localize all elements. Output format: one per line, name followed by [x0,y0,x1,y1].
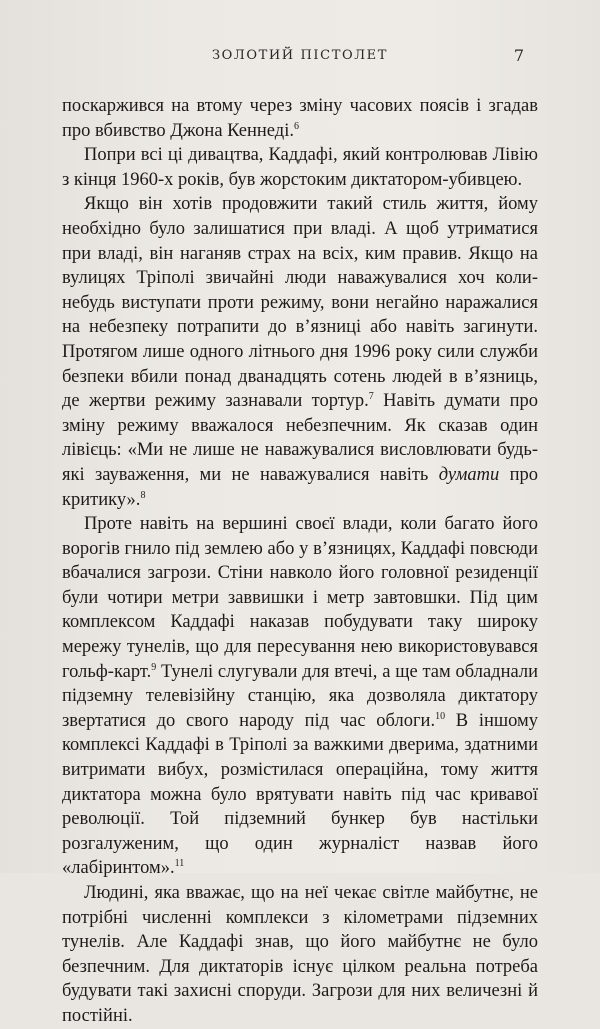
paragraph [62,94,538,143]
paragraph-text: поскаржився на втому через зміну часових поясів і згадав про вбивство Джона Кеннеді. [62,96,538,141]
footnote-ref: 8 [140,489,146,501]
running-title: ЗОЛОТИЙ ПІСТОЛЕТ [211,48,389,63]
paragraph-text: В іншому комплексі Каддафі в Тріполі за важкими дверима, здатними витримати вибух, розмістилася операційна, тому життя диктатора можна було врятувати навіть під час кривавої революції. Той підземний бункер був настільки розгалуженим, що один журналіст назвав його «лабіринтом». [62,710,539,879]
footnote-ref: 9 [151,661,157,673]
paragraph [62,143,538,192]
paragraph [62,192,538,512]
paragraph-text: Якщо він хотів продовжити такий стиль життя, йому необхідно було залишатися при владі. А щоб утриматися при владі, він наганяв страх на всіх, ким правив. Якщо на вулицях Тріполі звичайні люди наважувалися хоч коли-небудь виступати проти режиму, вони негайно наражалися на небезпеку потрапити до в’язниці або навіть загинути. Протягом лише одного літнього дня 1996 року сили служби безпеки вбили понад дванадцять сотень людей в в’язниць, де жертви режиму зазнавали тортур. [62,194,538,412]
paragraph [62,512,538,881]
paragraph-text: Попри всі ці дивацтва, Каддафі, який контролював Лівію з кінця 1960-х років, був жорстоким диктатором-убивцею. [62,145,538,190]
paragraph-text: про критику». [62,464,538,510]
paragraph-text: Проте навіть на вершині своєї влади, коли багато його ворогів гнило під землею або у в’язницях, Каддафі повсюди вбачалися загрози. Стіни навколо його головної резиденції були чотири метри заввишки і метр завтовшки. Під цим комплексом Каддафі наказав побудувати таку широку мережу тунелів, що для пересування нею використовувався гольф-карт. [62,514,538,682]
emphasis-text: думати [438,464,500,485]
paragraph [62,881,538,1029]
paragraph-text: Людині, яка вважає, що на неї чекає світле майбутнє, не потрібні численні комплекси з кілометрами підземних тунелів. Але Каддафі знав, що його майбутнє не було безпечним. Для диктаторів існує цілком реальна потреба будувати такі захисні споруди. Загрози для них величезні й постійні. [62,883,538,1026]
footnote-ref: 11 [174,858,185,870]
footnote-ref: 10 [435,710,446,722]
body-text [62,94,538,1029]
paragraph-text: Навіть думати про зміну режиму вважалося небезпечним. Як сказав один лівієць: «Ми не лише не наважувалися висловлювати будь-які зауваження, ми не наважувалися навіть [62,391,538,485]
paragraph-text: Тунелі слугували для втечі, а ще там обладнали підземну телевізійну станцію, яка дозволяла диктатору звертатися до свого народу під час облоги. [62,661,538,731]
footnote-ref: 6 [293,120,299,132]
footnote-ref: 7 [368,391,374,403]
page-number: 7 [513,46,524,65]
running-head [0,42,600,68]
